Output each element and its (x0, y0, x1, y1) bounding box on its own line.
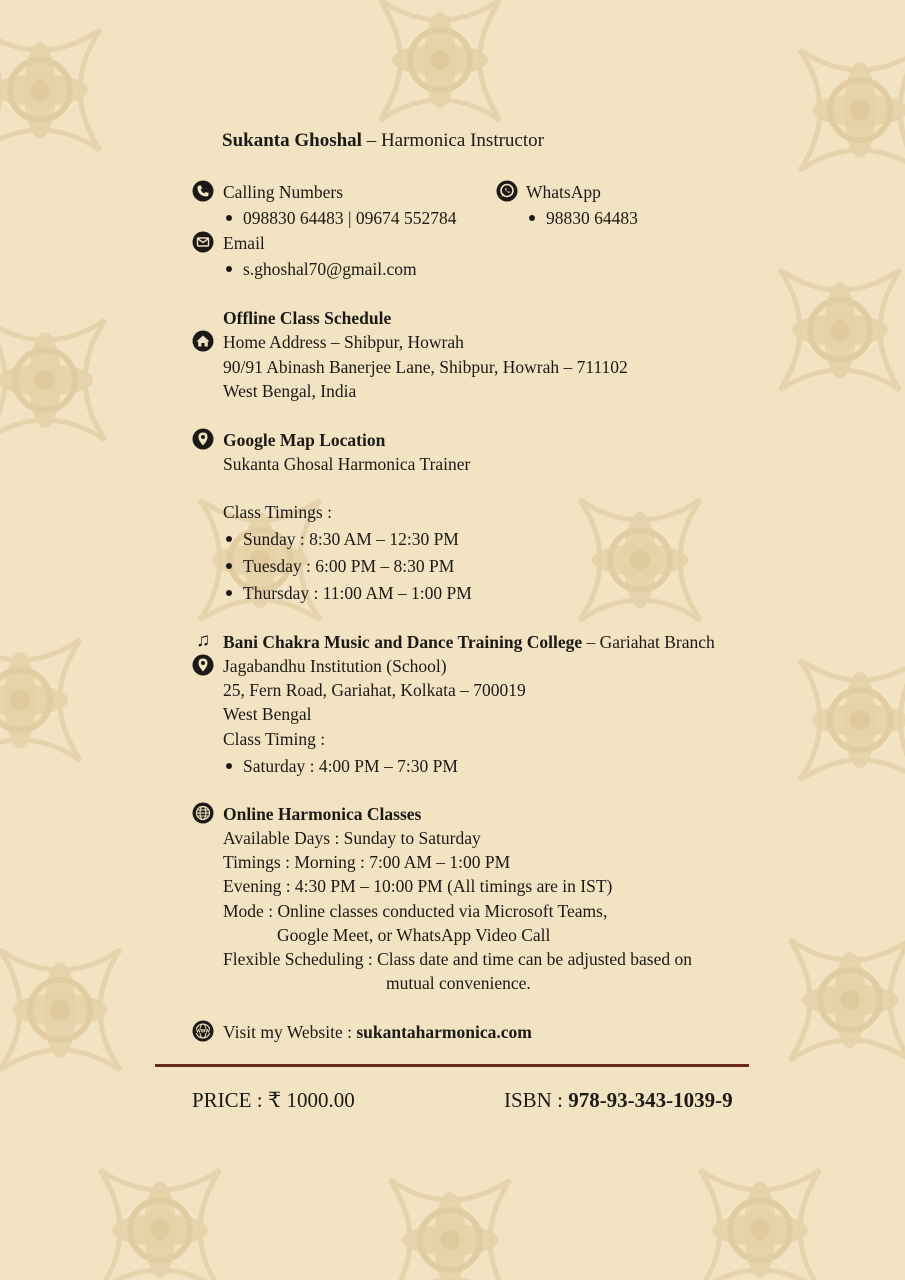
branch-timing: Saturday : 4:00 PM – 7:30 PM (226, 755, 458, 777)
website-url[interactable]: sukantaharmonica.com (356, 1022, 532, 1042)
header (222, 130, 544, 152)
branch-venue: Jagabandhu Institution (School) (223, 656, 447, 676)
email-label: Email (223, 233, 265, 253)
map-location-name: Sukanta Ghosal Harmonica Trainer (223, 454, 471, 474)
phone-icon (192, 180, 214, 202)
online-heading: Online Harmonica Classes (223, 804, 422, 824)
instructor-name: Sukanta Ghoshal (222, 130, 362, 151)
online-flex-line1: Flexible Scheduling : Class date and time can be adjusted based on (223, 949, 692, 969)
globe-icon (192, 802, 214, 824)
price-value: ₹ 1000.00 (267, 1088, 355, 1112)
price (192, 1087, 355, 1113)
price-label: PRICE : (192, 1088, 263, 1112)
calling-numbers: 098830 64483 | 09674 552784 (226, 207, 457, 229)
online-mode-line2: Google Meet, or WhatsApp Video Call (277, 925, 551, 945)
divider (155, 1064, 749, 1067)
whatsapp-icon (496, 180, 518, 202)
map-pin-icon (192, 654, 214, 676)
timing-item: Sunday : 8:30 AM – 12:30 PM (226, 528, 459, 550)
branch-name: – Gariahat Branch (586, 632, 715, 652)
email-icon (192, 231, 214, 253)
home-address-line2: West Bengal, India (223, 381, 357, 401)
isbn (504, 1087, 733, 1113)
instructor-title: – Harmonica Instructor (366, 130, 544, 151)
calling-numbers-label: Calling Numbers (223, 182, 344, 202)
branch-heading (223, 631, 715, 653)
map-heading: Google Map Location (223, 430, 386, 450)
timing-item: Tuesday : 6:00 PM – 8:30 PM (226, 555, 454, 577)
whatsapp-number: 98830 64483 (529, 207, 638, 229)
svg-text:WWW: WWW (196, 1028, 210, 1034)
isbn-value: 978-93-343-1039-9 (568, 1088, 733, 1112)
whatsapp-label: WhatsApp (526, 182, 601, 202)
website-label: Visit my Website : (223, 1022, 352, 1042)
online-evening: Evening : 4:30 PM – 10:00 PM (All timings are in IST) (223, 876, 613, 896)
online-mode-line1: Mode : Online classes conducted via Microsoft Teams, (223, 901, 608, 921)
class-timings-label: Class Timings : (223, 502, 332, 522)
email-address: s.ghoshal70@gmail.com (226, 258, 417, 280)
online-morning: Timings : Morning : 7:00 AM – 1:00 PM (223, 852, 511, 872)
online-days: Available Days : Sunday to Saturday (223, 828, 481, 848)
home-address-label: Home Address – Shibpur, Howrah (223, 332, 464, 352)
branch-address-line2: West Bengal (223, 704, 312, 724)
branch-address-line1: 25, Fern Road, Gariahat, Kolkata – 700019 (223, 680, 526, 700)
website-line (223, 1021, 532, 1043)
timing-item: Thursday : 11:00 AM – 1:00 PM (226, 582, 472, 604)
college-name: Bani Chakra Music and Dance Training College (223, 632, 583, 652)
home-icon (192, 330, 214, 352)
online-flex-line2: mutual convenience. (386, 973, 531, 993)
map-pin-icon (192, 428, 214, 450)
home-address-line1: 90/91 Abinash Banerjee Lane, Shibpur, Howrah – 711102 (223, 357, 628, 377)
isbn-label: ISBN : (504, 1088, 563, 1112)
offline-heading: Offline Class Schedule (223, 308, 392, 328)
www-globe-icon (192, 1020, 214, 1042)
music-note-icon: ♫ (196, 630, 211, 651)
branch-timing-label: Class Timing : (223, 729, 326, 749)
